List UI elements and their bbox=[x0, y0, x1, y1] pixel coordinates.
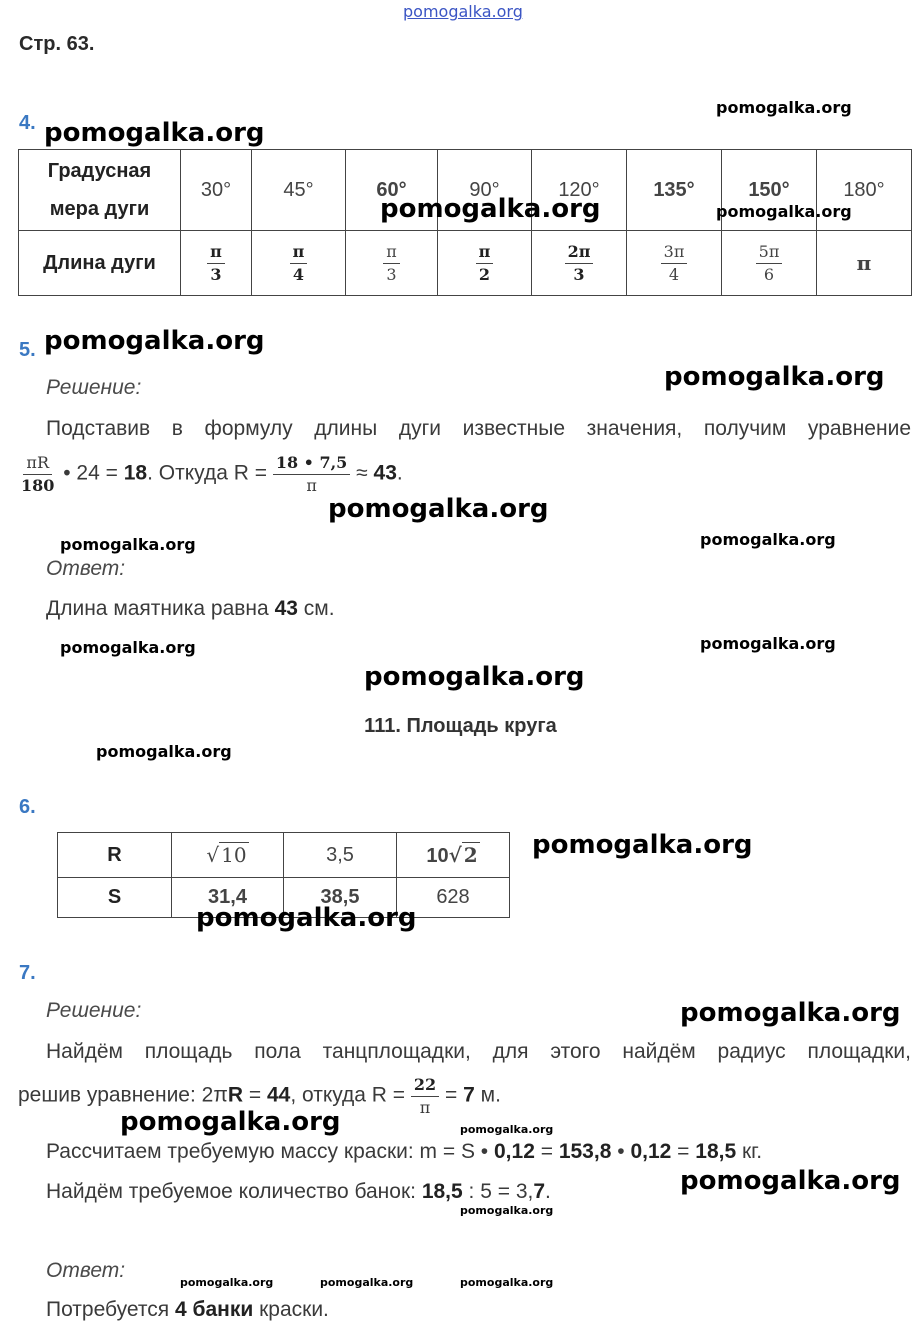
area-row-header: S bbox=[58, 878, 172, 918]
length-cell bbox=[346, 231, 438, 296]
watermark: pomogalka.org bbox=[196, 903, 417, 933]
length-row bbox=[19, 231, 912, 296]
task-5-solution-label: Решение: bbox=[46, 376, 142, 399]
sqrt-expression: √ 2 bbox=[448, 842, 478, 867]
watermark: pomogalka.org bbox=[680, 1166, 901, 1196]
task-5-answer-label: Ответ: bbox=[46, 557, 126, 580]
task-5-number: 5. bbox=[19, 339, 36, 361]
fraction: $\frac{3\pi}{4}$ bbox=[661, 243, 688, 283]
watermark: pomogalka.org bbox=[380, 194, 601, 224]
fraction: $\frac{\pi}{3}$ bbox=[383, 243, 400, 283]
fraction: $\frac{22}{\pi}$ bbox=[411, 1076, 439, 1116]
watermark: pomogalka.org bbox=[700, 530, 836, 549]
watermark: pomogalka.org bbox=[716, 98, 852, 117]
watermark: pomogalka.org bbox=[532, 830, 753, 860]
degree-cell: 135° bbox=[627, 150, 722, 231]
length-row-header: Длина дуги bbox=[19, 231, 181, 296]
watermark: pomogalka.org bbox=[180, 1276, 274, 1289]
degree-cell: 60° bbox=[346, 150, 438, 231]
radius-row bbox=[58, 833, 510, 878]
length-cell bbox=[181, 231, 252, 296]
watermark: pomogalka.org bbox=[460, 1204, 554, 1217]
degree-header-line2: мера дуги bbox=[49, 198, 150, 220]
radius-cell: 3,5 bbox=[284, 833, 397, 878]
watermark: pomogalka.org bbox=[716, 202, 852, 221]
area-cell: 628 bbox=[397, 878, 510, 918]
length-cell: π bbox=[817, 231, 912, 296]
task-7-line2: решив уравнение: 2πR = 44, откуда R = $\frac{22}{\pi}$ = 7 м. bbox=[18, 1075, 501, 1117]
watermark: pomogalka.org bbox=[328, 494, 549, 524]
task-7-answer: Потребуется 4 банки краски. bbox=[46, 1298, 329, 1321]
task-5-equation: $\frac{\pi R}{180}$ • 24 = 18. Откуда R = $\frac{18 • 7,5}{\pi}$ ≈ 43. bbox=[18, 454, 403, 494]
watermark: pomogalka.org bbox=[700, 634, 836, 653]
watermark: pomogalka.org bbox=[44, 118, 265, 148]
watermark: pomogalka.org bbox=[320, 1276, 414, 1289]
task-7-line3: Рассчитаем требуемую массу краски: m = S • 0,12 = 153,8 • 0,12 = 18,5 кг. bbox=[46, 1140, 763, 1163]
task-4-number: 4. bbox=[19, 112, 36, 134]
degree-cell: 150° bbox=[722, 150, 817, 231]
watermark: pomogalka.org bbox=[60, 638, 196, 657]
degree-cell: 180° bbox=[817, 150, 912, 231]
task-7-line4: Найдём требуемое количество банок: 18,5 : 5 = 3,7. bbox=[46, 1180, 551, 1203]
degree-cell: 30° bbox=[181, 150, 252, 231]
radius-cell: 10√ 2 bbox=[397, 833, 510, 878]
task-7-number: 7. bbox=[19, 962, 36, 984]
watermark: pomogalka.org bbox=[664, 362, 885, 392]
length-cell bbox=[532, 231, 627, 296]
degree-cell: 90° bbox=[438, 150, 532, 231]
page-label: Стр. 63. bbox=[19, 33, 95, 55]
task-7-solution-label: Решение: bbox=[46, 999, 142, 1022]
watermark: pomogalka.org bbox=[60, 535, 196, 554]
length-cell bbox=[252, 231, 346, 296]
fraction: $\frac{5\pi}{6}$ bbox=[756, 243, 783, 283]
watermark-link[interactable]: pomogalka.org bbox=[403, 2, 523, 21]
watermark: pomogalka.org bbox=[96, 742, 232, 761]
sqrt-expression: √ 10 bbox=[206, 842, 247, 867]
task-7-answer-label: Ответ: bbox=[46, 1259, 126, 1282]
degree-cell: 45° bbox=[252, 150, 346, 231]
watermark: pomogalka.org bbox=[120, 1107, 341, 1137]
task-6-number: 6. bbox=[19, 796, 36, 818]
length-cell bbox=[722, 231, 817, 296]
fraction: $\frac{\pi}{2}$ bbox=[476, 243, 494, 283]
fraction: $\frac{2\pi}{3}$ bbox=[565, 243, 594, 283]
task-5-line1: Подставив в формулу длины дуги известные значения, получим уравнение bbox=[46, 417, 911, 440]
fraction: $\frac{\pi}{3}$ bbox=[207, 243, 225, 283]
length-cell bbox=[627, 231, 722, 296]
watermark: pomogalka.org bbox=[460, 1123, 554, 1136]
section-title: 111. Площадь круга bbox=[364, 715, 557, 737]
task-5-answer: Длина маятника равна 43 см. bbox=[46, 597, 335, 620]
watermark: pomogalka.org bbox=[364, 662, 585, 692]
fraction: $\frac{\pi R}{180}$ bbox=[21, 453, 55, 495]
watermark: pomogalka.org bbox=[680, 998, 901, 1028]
watermark: pomogalka.org bbox=[460, 1276, 554, 1289]
degree-header-line1: Градусная bbox=[47, 160, 152, 182]
radius-cell bbox=[172, 833, 284, 878]
fraction: $\frac{\pi}{4}$ bbox=[290, 243, 308, 283]
watermark: pomogalka.org bbox=[44, 326, 265, 356]
area-cell: 38,5 bbox=[284, 878, 397, 918]
degree-row-header bbox=[19, 150, 181, 231]
radius-row-header: R bbox=[58, 833, 172, 878]
task-7-line1: Найдём площадь пола танцплощадки, для этого найдём радиус площадки, bbox=[46, 1040, 911, 1063]
fraction: $\frac{18 • 7,5}{\pi}$ bbox=[273, 454, 350, 494]
area-cell: 31,4 bbox=[172, 878, 284, 918]
degree-cell: 120° bbox=[532, 150, 627, 231]
length-cell bbox=[438, 231, 532, 296]
